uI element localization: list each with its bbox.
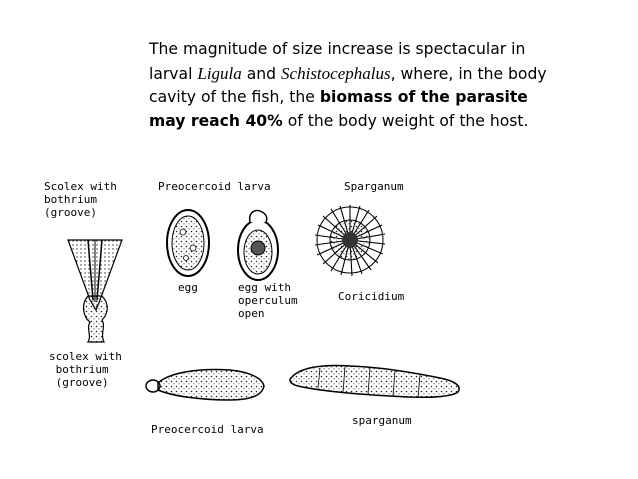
egg-operculum-drawing — [238, 210, 278, 280]
coricidium-drawing — [315, 205, 385, 276]
label-preocercoid-bottom: Preocercoid larva — [151, 423, 264, 436]
label-sparganum-bottom: sparganum — [352, 414, 412, 427]
genus-ligula: Ligula — [197, 63, 242, 83]
scolex-drawing — [68, 240, 122, 342]
label-scolex-bottom: scolex with bothrium (groove) — [49, 350, 122, 389]
sparganum-drawing — [290, 365, 459, 397]
preocercoid-larva-drawing — [146, 370, 264, 400]
para-mid: , where, in the body cavity of the fish, the — [149, 64, 547, 106]
label-scolex-top: Scolex with bothrium (groove) — [44, 180, 117, 219]
label-preocercoid-top: Preocercoid larva — [158, 180, 271, 193]
genus-schistocephalus: Schistocephalus — [281, 63, 391, 83]
label-egg: egg — [178, 281, 198, 294]
label-egg-operculum: egg with operculum open — [238, 281, 298, 320]
label-sparganum-top: Sparganum — [344, 180, 404, 193]
egg-drawing — [167, 210, 209, 276]
label-coricidium: Coricidium — [338, 290, 405, 303]
para-lead: The magnitude of size increase is spectacular in larval — [149, 40, 526, 83]
para-bold-biomass: biomass of the parasite may reach 40% — [149, 88, 528, 130]
para-tail: of the body weight of the host. — [282, 111, 529, 130]
para-and: and — [241, 64, 282, 83]
